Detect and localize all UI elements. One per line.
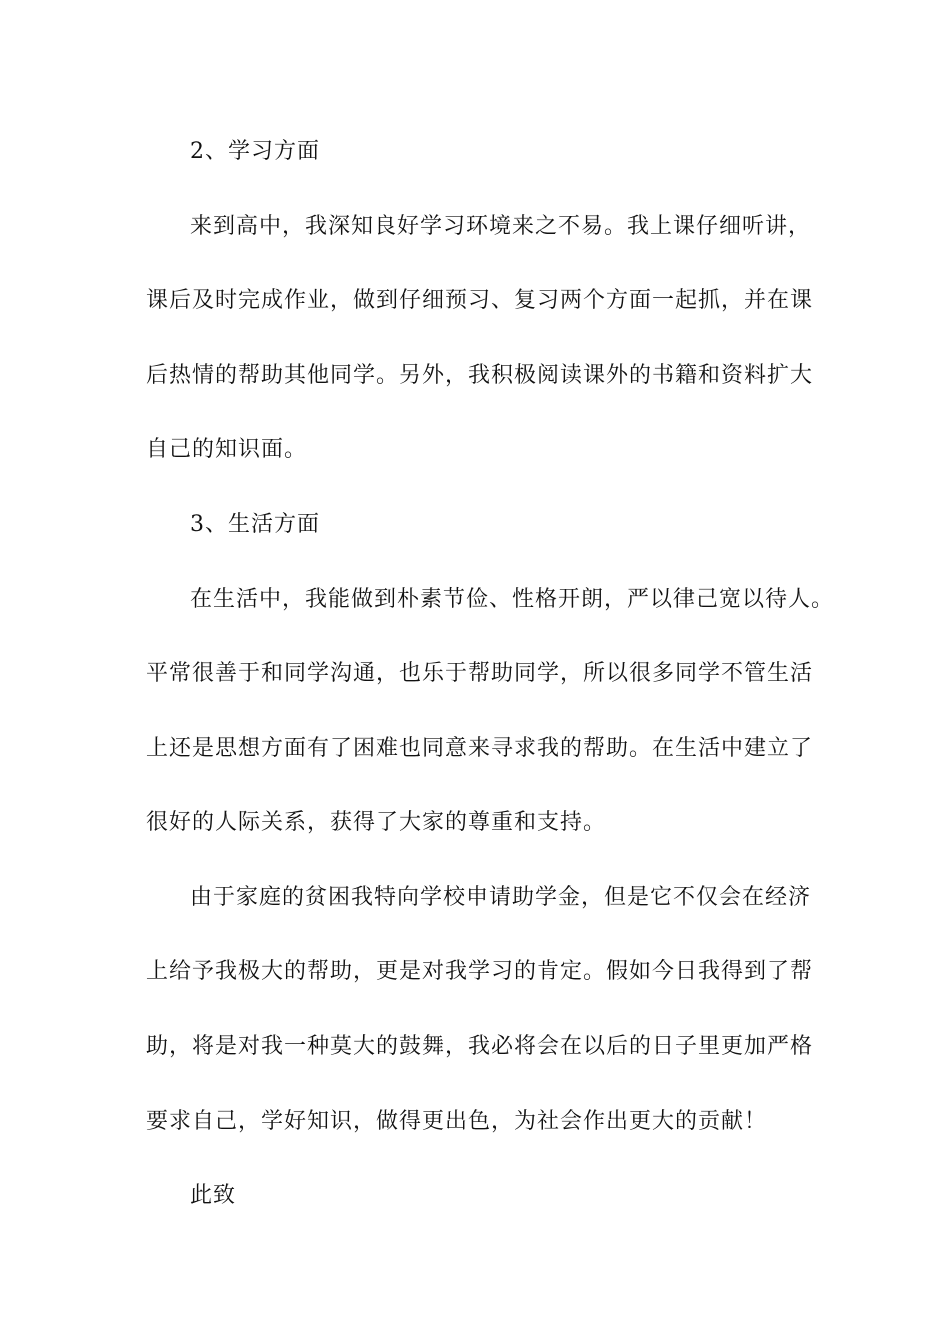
section-heading-study: 2、学习方面 xyxy=(190,139,320,164)
paragraph-line: 自己的知识面。 xyxy=(146,437,308,462)
paragraph-line: 由于家庭的贫困我特向学校申请助学金，但是它不仅会在经济 xyxy=(190,885,812,910)
paragraph-line: 来到高中，我深知良好学习环境来之不易。我上课仔细听讲， xyxy=(190,214,812,239)
paragraph-line: 上给予我极大的帮助，更是对我学习的肯定。假如今日我得到了帮 xyxy=(146,959,814,984)
paragraph-line: 在生活中，我能做到朴素节俭、性格开朗，严以律己宽以待人。 xyxy=(190,587,835,612)
paragraph-line: 要求自己，学好知识，做得更出色，为社会作出更大的贡献！ xyxy=(146,1109,768,1134)
paragraph-line: 很好的人际关系，获得了大家的尊重和支持。 xyxy=(146,810,607,835)
paragraph-line: 课后及时完成作业，做到仔细预习、复习两个方面一起抓，并在课 xyxy=(146,288,814,313)
paragraph-line: 平常很善于和同学沟通，也乐于帮助同学，所以很多同学不管生活 xyxy=(146,661,814,686)
closing-salutation: 此致 xyxy=(190,1183,237,1208)
section-heading-life: 3、生活方面 xyxy=(190,512,320,537)
paragraph-line: 上还是思想方面有了困难也同意来寻求我的帮助。在生活中建立了 xyxy=(146,736,814,761)
paragraph-line: 助，将是对我一种莫大的鼓舞，我必将会在以后的日子里更加严格 xyxy=(146,1034,814,1059)
paragraph-line: 后热情的帮助其他同学。另外，我积极阅读课外的书籍和资料扩大 xyxy=(146,363,814,388)
